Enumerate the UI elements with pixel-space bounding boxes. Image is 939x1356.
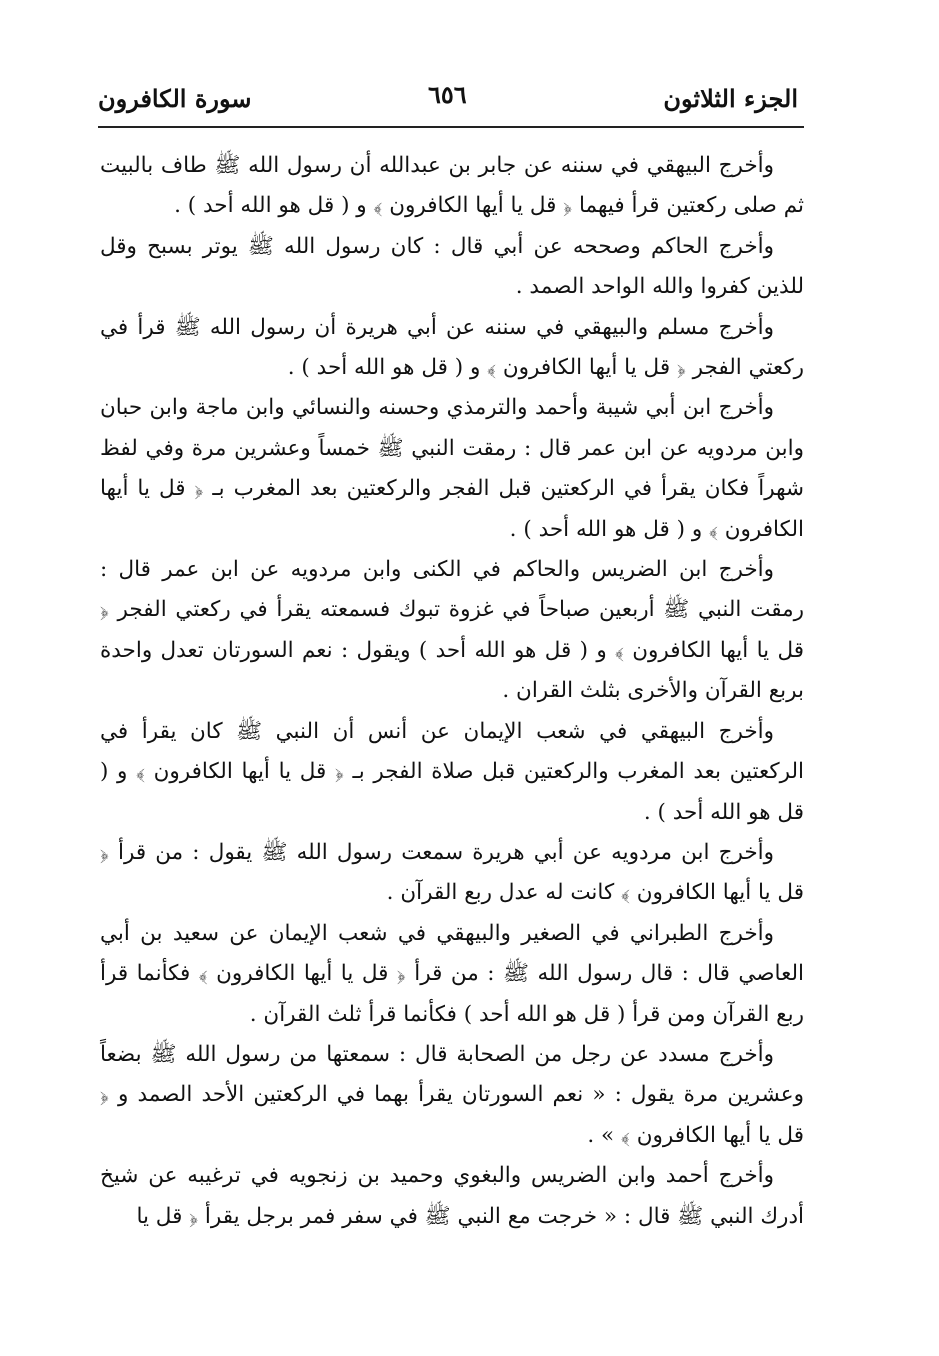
paragraph: وأخرج مسدد عن رجل من الصحابة قال : سمعتها من رسول الله ﷺ بضعاً وعشرين مرة يقول : « نعم السورتان يقرأ بهما في الركعتين الأحد الصمد و ﴿ قل يا أيها الكافرون ﴾ » . <box>100 1041 804 1148</box>
paragraph: وأخرج أحمد وابن الضريس والبغوي وحميد بن زنجويه في ترغيبه عن شيخ أدرك النبي ﷺ قال : « خرجت مع النبي ﷺ في سفر فمر برجل يقرأ ﴿ قل يا <box>100 1163 804 1229</box>
paragraph: وأخرج ابن مردويه عن أبي هريرة سمعت رسول الله ﷺ يقول : من قرأ ﴿ قل يا أيها الكافرون ﴾ كانت له عدل ربع القرآن . <box>100 839 804 906</box>
paragraph: وأخرج مسلم والبيهقي في سننه عن أبي هريرة أن رسول الله ﷺ قرأ في ركعتي الفجر ﴿ قل يا أيها الكافرون ﴾ و ( قل هو الله أحد ) . <box>100 314 804 381</box>
paragraph: وأخرج البيهقي في شعب الإيمان عن أنس أن النبي ﷺ كان يقرأ في الركعتين بعد المغرب والركعتين قبل صلاة الفجر بـ ﴿ قل يا أيها الكافرون ﴾ و ( قل هو الله أحد ) . <box>100 718 804 825</box>
paragraph: وأخرج البيهقي في سننه عن جابر بن عبدالله أن رسول الله ﷺ طاف بالبيت ثم صلى ركعتين قرأ فيهما ﴿ قل يا أيها الكافرون ﴾ و ( قل هو الله أحد ) . <box>100 153 804 219</box>
header-rule <box>98 126 804 128</box>
page-header <box>98 78 798 118</box>
paragraph: وأخرج الطبراني في الصغير والبيهقي في شعب الإيمان عن سعيد بن أبي العاصي قال : قال رسول الله ﷺ : من قرأ ﴿ قل يا أيها الكافرون ﴾ فكأنما قرأ ربع القرآن ومن قرأ ( قل هو الله أحد ) فكأنما قرأ ثلث القرآن . <box>100 920 804 1027</box>
surah-title: سورة الكافرون <box>98 83 252 113</box>
paragraph: وأخرج الحاكم وصححه عن أبي قال : كان رسول الله ﷺ يوتر بسبح وقل للذين كفروا والله الواحد الصمد . <box>100 233 804 300</box>
part-title: الجزء الثلاثون <box>663 83 798 113</box>
page-body <box>100 146 804 1237</box>
page-number: ٦٥٦ <box>428 80 467 109</box>
paragraph: وأخرج ابن الضريس والحاكم في الكنى وابن مردويه عن ابن عمر قال : رمقت النبي ﷺ أربعين صباحاً في غزوة تبوك فسمعته يقرأ في ركعتي الفجر ﴿ قل يا أيها الكافرون ﴾ و ( قل هو الله أحد ) ويقول : نعم السورتان تعدل واحدة بربع القرآن والأخرى بثلث القران . <box>100 557 804 704</box>
paragraph: وأخرج ابن أبي شيبة وأحمد والترمذي وحسنه والنسائي وابن ماجة وابن حبان وابن مردويه عن ابن عمر قال : رمقت النبي ﷺ خمساً وعشرين مرة وفي لفظ شهراً فكان يقرأ في الركعتين قبل الفجر والركعتين بعد المغرب بـ ﴿ قل يا أيها الكافرون ﴾ و ( قل هو الله أحد ) . <box>100 395 804 542</box>
